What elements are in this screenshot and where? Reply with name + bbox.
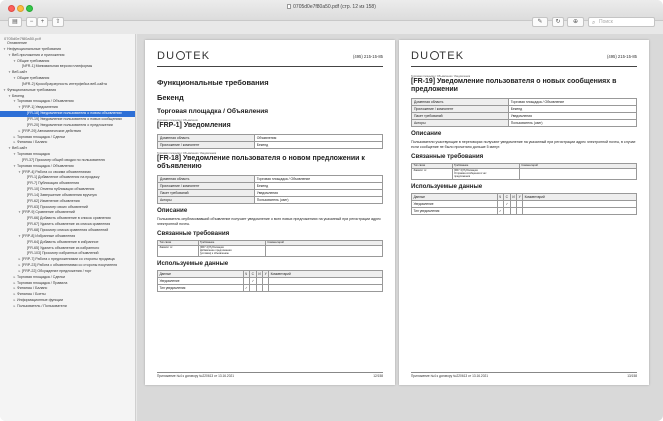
outline-item-label: Финансы / Боеты bbox=[17, 292, 46, 297]
info-row bbox=[158, 135, 383, 142]
outline-item-label: Веб-сайт bbox=[12, 146, 28, 151]
table-row bbox=[412, 207, 637, 214]
disclosure-triangle-icon[interactable]: ▼ bbox=[3, 87, 6, 92]
outline-item-label: [FRP-23] Работа с объявлениями со стороны покупателя bbox=[22, 263, 118, 268]
info-value: Бекенд bbox=[508, 106, 636, 113]
info-row bbox=[412, 120, 637, 127]
column-header: Требование bbox=[198, 240, 266, 245]
column-header: Данные bbox=[158, 270, 244, 277]
outline-item-label: [FR-63] Просмотр своих объявлений bbox=[27, 204, 88, 209]
disclosure-triangle-icon[interactable]: ▼ bbox=[13, 99, 16, 104]
phone-number: (495) 215-15-85 bbox=[352, 54, 383, 59]
crud-cell: ✓ bbox=[251, 278, 255, 283]
outline-item-label: Веб-сайт bbox=[12, 70, 28, 75]
disclosure-triangle-icon[interactable]: ▼ bbox=[18, 169, 21, 174]
requirement-title: [FR-18] Уведомление пользователя о новом предложении к объявлению bbox=[157, 155, 365, 170]
data-comment-cell bbox=[269, 277, 383, 284]
column-header: Комментарий bbox=[266, 240, 383, 245]
column-header: Комментарий bbox=[269, 270, 383, 277]
outline-item-label: Торговая площадка / Сделки bbox=[17, 134, 65, 139]
disclosure-triangle-icon[interactable]: ▼ bbox=[18, 105, 21, 110]
info-key: Доменная область bbox=[158, 135, 255, 142]
data-name-cell: Уведомление bbox=[412, 200, 498, 207]
outline-item-label: [FR-103] Просмотр избранных объявлений bbox=[27, 251, 99, 256]
company-logo: DU TEK bbox=[157, 50, 211, 62]
outline-item-label: [FR-18] Уведомление пользователя о новом объявлении bbox=[27, 111, 122, 116]
disclosure-triangle-icon[interactable]: ▼ bbox=[13, 58, 16, 63]
data-comment-cell bbox=[523, 200, 637, 207]
outline-item-label: [FR-68] Просмотр списка сравнения объявлений bbox=[27, 228, 109, 232]
breadcrumb: Торговая площадка / Объявления bbox=[157, 119, 198, 122]
disclosure-triangle-icon[interactable]: ► bbox=[18, 263, 21, 268]
page-number: 13/158 bbox=[627, 374, 637, 378]
disclosure-triangle-icon[interactable]: ► bbox=[18, 257, 21, 262]
disclosure-triangle-icon[interactable]: ▼ bbox=[13, 76, 16, 81]
page-13 bbox=[399, 40, 649, 385]
related-heading: Связанные требования bbox=[411, 152, 484, 160]
outline-item-label: [FRP-7] Работа с предложениями со стороны продавца bbox=[22, 257, 115, 262]
window-title: 0705d0e7f80a50.pdf (стр. 12 из 158) bbox=[0, 4, 663, 10]
document-icon bbox=[287, 4, 291, 9]
info-key: Доменная область bbox=[158, 176, 255, 183]
sidebar-header: 0705d0e7f80a50.pdf bbox=[4, 36, 41, 41]
page-number: 12/158 bbox=[373, 374, 383, 378]
footer-rule bbox=[411, 372, 637, 373]
outline-item-label: [FR-37] Просмотр общей сводки по пользователю bbox=[22, 157, 106, 162]
related-table bbox=[157, 240, 383, 257]
requirement-title: [FRP-1] Уведомления bbox=[157, 122, 231, 129]
outline-item-label: [FR-66] Добавить объявление в список сравнения bbox=[27, 216, 111, 221]
outline-item-label: Финансы / Баланс bbox=[17, 286, 48, 291]
footer-rule bbox=[157, 372, 383, 373]
outline-item-label: [FRP-1] Уведомления bbox=[22, 105, 58, 110]
disclosure-triangle-icon[interactable]: ► bbox=[13, 140, 16, 145]
page-footer bbox=[157, 374, 383, 378]
subsection-heading: Торговая площадка / Объявления bbox=[157, 108, 269, 115]
relation-requirement: [FR7.4] Публикация Добавление предложения [условие] к объявлению bbox=[198, 245, 266, 256]
column-header: Тип связи bbox=[158, 240, 199, 245]
share-button[interactable]: ⇧ bbox=[52, 17, 64, 27]
page-content bbox=[411, 72, 637, 215]
outline-item[interactable] bbox=[0, 304, 135, 310]
info-row bbox=[158, 197, 383, 204]
info-row bbox=[412, 99, 637, 106]
relation-type: Зависит от bbox=[412, 168, 453, 179]
column-header: У bbox=[518, 194, 521, 199]
disclosure-triangle-icon[interactable]: ▼ bbox=[3, 46, 6, 51]
info-key: Доменная область bbox=[412, 99, 509, 106]
relation-type: Зависит от bbox=[158, 245, 199, 256]
fr-info-table bbox=[411, 98, 637, 127]
disclosure-triangle-icon[interactable]: ▼ bbox=[8, 70, 11, 75]
footer-text: Приложение №4 к договору №220613 от 13.16.2021 bbox=[157, 374, 235, 378]
disclosure-triangle-icon[interactable]: ▼ bbox=[18, 233, 21, 238]
outline-item-label: Бекенд bbox=[12, 93, 25, 98]
outline-item-label: [FRP-9] Сравнение объявлений bbox=[22, 210, 75, 215]
disclosure-triangle-icon[interactable]: ▼ bbox=[8, 146, 11, 151]
crud-cell bbox=[250, 284, 257, 291]
data-name-cell: Уведомление bbox=[158, 277, 244, 284]
data-name-cell: Тип уведомления bbox=[412, 207, 498, 214]
outline-item-label: [NFR-1] Минимальная версия платформы bbox=[22, 64, 93, 69]
table-row bbox=[158, 284, 383, 291]
table-row bbox=[158, 245, 383, 256]
column-header: Ч bbox=[497, 193, 504, 200]
used-data-table bbox=[157, 270, 383, 292]
column-header: С bbox=[504, 193, 511, 200]
annotate-button[interactable]: ⊕ bbox=[567, 17, 584, 27]
frp-info-table bbox=[157, 134, 383, 149]
page-footer bbox=[411, 374, 637, 378]
disclosure-triangle-icon[interactable]: ► bbox=[18, 268, 21, 273]
column-header: Требование bbox=[452, 163, 520, 168]
search-field[interactable]: ⌕ Поиск bbox=[588, 17, 655, 27]
outline-item-label: [NFR-2] Кроссбраузерность интерфейса веб-сайта bbox=[22, 81, 107, 86]
info-key: Акторы bbox=[158, 197, 255, 204]
info-value: Уведомления bbox=[254, 190, 382, 197]
disclosure-triangle-icon[interactable]: ▼ bbox=[13, 152, 16, 157]
outline-item-label: Нефункциональные требования bbox=[7, 46, 61, 51]
disclosure-triangle-icon[interactable]: ▼ bbox=[18, 210, 21, 215]
outline-item-label: [FRP-29] Автоматические действия bbox=[22, 128, 81, 133]
outline-item-label: [FRP-4] Работа со своими объявлениями bbox=[22, 169, 91, 174]
info-key: Пакет требований bbox=[412, 113, 509, 120]
disclosure-triangle-icon[interactable]: ► bbox=[13, 280, 16, 285]
crud-cell bbox=[504, 207, 511, 214]
info-value: Пользователь (user) bbox=[508, 120, 636, 127]
data-heading: Используемые данные bbox=[157, 259, 229, 267]
description-text: Пользователи участвующие в переговорах получают уведомление на указанный при регистрации адрес электронной почты, в случае если сообщение не было прочитано дольше 5 минут. bbox=[411, 140, 636, 149]
sidebar-toggle-button[interactable]: ▤ bbox=[8, 17, 22, 27]
info-row bbox=[158, 190, 383, 197]
column-header: Ч bbox=[243, 270, 250, 277]
outline-item-label: [FR-65] Удалить объявление из избранного bbox=[27, 245, 100, 250]
page-12 bbox=[145, 40, 395, 385]
crud-cell bbox=[243, 277, 250, 284]
column-header: Комментарий bbox=[520, 163, 637, 168]
outline-sidebar bbox=[0, 34, 136, 421]
description-heading: Описание bbox=[411, 130, 442, 137]
outline-item-label: Оглавление bbox=[7, 41, 28, 45]
table-row bbox=[412, 200, 637, 207]
column-header: Тип связи bbox=[412, 163, 453, 168]
outline-item-label: [FR-19] Уведомление пользователя о новых сообщениях bbox=[27, 116, 123, 121]
outline-item-label: [FR-1] Добавление объявления на продажу bbox=[27, 175, 100, 180]
page-heading: Функциональные требования bbox=[157, 78, 269, 87]
toolbar bbox=[0, 13, 663, 33]
info-value: Торговая площадка / Объявление bbox=[254, 176, 382, 183]
info-row bbox=[158, 176, 383, 183]
header-rule bbox=[411, 66, 637, 67]
disclosure-triangle-icon[interactable]: ▼ bbox=[8, 52, 11, 57]
section-heading: Бекенд bbox=[157, 93, 184, 102]
outline-item-label: [FR-14] Завершение объявления вручную bbox=[27, 192, 97, 197]
outline-item-label: Торговая площадка / Правила bbox=[17, 280, 68, 285]
info-value: Объявления bbox=[254, 135, 382, 142]
data-heading: Используемые данные bbox=[411, 182, 483, 190]
info-row bbox=[412, 113, 637, 120]
info-value: Бекенд bbox=[254, 142, 382, 149]
footer-text: Приложение №4 к договору №220613 от 13.16.2021 bbox=[411, 374, 489, 378]
info-value: Торговая площадка / Объявление bbox=[508, 99, 636, 106]
disclosure-triangle-icon[interactable]: ► bbox=[13, 303, 16, 308]
outline-item-label: Функциональные требования bbox=[7, 87, 57, 92]
relation-requirement: [FR7.3] Публикация Отправка сообщения в чат предложения bbox=[452, 168, 520, 179]
relation-comment bbox=[520, 168, 637, 179]
column-header: У bbox=[264, 271, 267, 276]
table-row bbox=[412, 168, 637, 179]
zoom-out-button[interactable]: − bbox=[26, 17, 37, 27]
outline-item-label: Торговая площадка / Объявления bbox=[17, 99, 74, 104]
data-name-cell: Тип уведомления bbox=[158, 284, 244, 291]
outline-item-label: Торговая площадка / Сделки bbox=[17, 274, 65, 279]
info-value: Пользователь (user) bbox=[254, 197, 382, 204]
outline-item-label: [FR-10] Отмена публикации объявления bbox=[27, 187, 95, 192]
info-row bbox=[158, 142, 383, 149]
phone-number: (495) 215-15-85 bbox=[606, 54, 637, 59]
relation-comment bbox=[266, 245, 383, 256]
outline-item-label: [FR-20] Уведомление пользователя о предложении bbox=[27, 122, 113, 127]
outline-list bbox=[0, 41, 135, 310]
outline-item-label: [FRP-22] Обсуждение предложения / торг bbox=[22, 268, 92, 273]
used-data-table bbox=[411, 193, 637, 215]
description-heading: Описание bbox=[157, 207, 188, 214]
disclosure-triangle-icon[interactable]: ► bbox=[13, 292, 16, 297]
info-key: Приложение / компонент bbox=[158, 183, 255, 190]
pages-area bbox=[137, 34, 663, 421]
header-rule bbox=[157, 66, 383, 67]
page-content bbox=[157, 72, 383, 292]
outline-item-label: Пользователь / Пользователи bbox=[17, 303, 67, 308]
outline-item-label: Информационные функции bbox=[17, 298, 63, 303]
column-header: И bbox=[512, 194, 515, 199]
data-comment-cell bbox=[523, 207, 637, 214]
disclosure-triangle-icon[interactable]: ▼ bbox=[8, 93, 11, 98]
crud-cell: ✓ bbox=[499, 208, 502, 213]
outline-item-label: Торговая площадка / Объявления bbox=[17, 163, 74, 168]
column-header: Комментарий bbox=[523, 193, 637, 200]
rotate-button[interactable]: ↻ bbox=[552, 17, 564, 27]
disclosure-triangle-icon[interactable]: ► bbox=[13, 134, 16, 139]
info-key: Пакет требований bbox=[158, 190, 255, 197]
outline-item-label: [FR-62] Изменение объявления bbox=[27, 198, 80, 203]
related-table bbox=[411, 163, 637, 180]
disclosure-triangle-icon[interactable]: ► bbox=[18, 128, 21, 133]
outline-item-label: Общие требования bbox=[17, 76, 50, 81]
outline-item-label: Финансы / Баланс bbox=[17, 140, 48, 145]
outline-item-label: [FR-7] Публикация объявления bbox=[27, 181, 80, 186]
outline-item-label: Веб-приложения и приложения bbox=[12, 52, 65, 57]
breadcrumb: Торговая площадка / Объявления / Уведомления bbox=[157, 152, 217, 155]
requirement-title: [FR-19] Уведомление пользователя о новых сообщениях в предложении bbox=[411, 78, 617, 93]
outline-item-label: [FRP-8] Избранные объявления bbox=[22, 233, 76, 238]
outline-item-label: Торговая площадка bbox=[17, 152, 50, 157]
info-key: Приложение / компонент bbox=[412, 106, 509, 113]
table-row bbox=[158, 277, 383, 284]
crud-cell: ✓ bbox=[245, 285, 248, 290]
info-key: Акторы bbox=[412, 120, 509, 127]
search-icon: ⌕ bbox=[592, 20, 596, 26]
crud-cell bbox=[497, 200, 504, 207]
column-header: С bbox=[250, 270, 257, 277]
disclosure-triangle-icon[interactable]: ► bbox=[13, 274, 16, 279]
disclosure-triangle-icon[interactable]: ► bbox=[13, 286, 16, 291]
info-value: Уведомления bbox=[508, 113, 636, 120]
data-comment-cell bbox=[269, 284, 383, 291]
crud-cell: ✓ bbox=[505, 201, 509, 206]
outline-item-label: Общие требования bbox=[17, 58, 50, 63]
disclosure-triangle-icon[interactable]: ▼ bbox=[13, 163, 16, 168]
company-logo: DU TEK bbox=[411, 50, 465, 62]
info-row bbox=[158, 183, 383, 190]
zoom-in-button[interactable]: + bbox=[37, 17, 48, 27]
related-heading: Связанные требования bbox=[157, 229, 230, 237]
outline-item-label: [FR-64] Добавить объявление в избранное bbox=[27, 239, 99, 244]
info-key: Приложение / компонент bbox=[158, 142, 255, 149]
column-header: И bbox=[258, 271, 261, 276]
breadcrumb: Торговая площадка / Объявления / Уведомления bbox=[411, 75, 471, 78]
fr-info-table bbox=[157, 175, 383, 204]
column-header: Данные bbox=[412, 193, 498, 200]
description-text: Пользователь опубликовавший объявление получает уведомление о всех новых предложениях на указанный при регистрации адрес электронной почты. bbox=[157, 217, 381, 226]
markup-button[interactable]: ✎ bbox=[532, 17, 548, 27]
outline-item-label: [FR-67] Удалить объявление из списка сравнения bbox=[27, 222, 111, 227]
disclosure-triangle-icon[interactable]: ► bbox=[13, 298, 16, 303]
info-row bbox=[412, 106, 637, 113]
info-value: Бекенд bbox=[254, 183, 382, 190]
